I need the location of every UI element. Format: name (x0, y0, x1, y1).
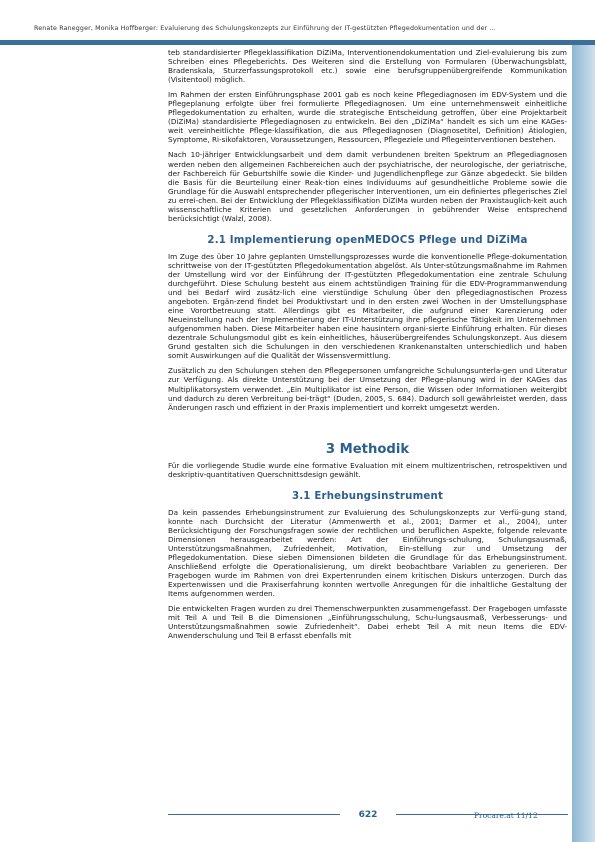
body-paragraph: Nach 10-jähriger Entwicklungsarbeit und dem damit verbundenen breiten Spektrum an Pflegediagnosen werden neben den allgemeinen Fachbereichen auch der psychiatrische, der neurologische, der geriatrische, der Fachbereich für Geburtshilfe sowie die Kinder- und Jugendlichenpflege zur Gänze abgedeckt. Sie bilden die Basis für die Beurteilung einer Reak-tion eines Individuums auf gesundheitliche Probleme sowie die Grundlage für die Auswahl entsprechender pflegerischer Interventionen, um ein definiertes pflegerisches Ziel zu errei-chen. Bei der Entwicklung der Pflegeklassifikation DiZiMa wurden neben der Praxistauglich-keit auch wissenschaftliche Kriterien und gesetzlichen Anforderungen in gebührender Weise entsprechend berücksichtigt (Walzl, 2008). (168, 150, 567, 223)
section-heading-3-1: 3.1 Erhebungsinstrument (291, 490, 444, 502)
journal-name: Procare.at 11/12 (474, 811, 538, 820)
page-sidebar-band (572, 45, 595, 842)
body-paragraph: Zusätzlich zu den Schulungen stehen den Pflegepersonen umfangreiche Schulungsunterla-gen und Literatur zur Verfügung. Als direkte Unterstützung bei der Umsetzung der Pflege-planung wird in der KAGes das Multiplikatorsystem verwendet. „Ein Multiplikator ist eine Person, die Wissen oder Informationen weitergibt und dadurch zu deren Verbreitung bei-trägt“ (Duden, 2005, S. 684). Dadurch soll gewährleistet werden, dass Änderungen rasch und effizient in der Praxis implementiert und korrekt umgesetzt werden. (168, 366, 567, 412)
section-heading-3: 3 Methodik (325, 441, 410, 457)
body-paragraph: Die entwickelten Fragen wurden zu drei Themenschwerpunkten zusammengefasst. Der Fragebogen umfasste mit Teil A und Teil B die Dimensionen „Einführungsschulung, Schu-lungsausmaß, Verbesserungs- und Unterstützungsmaßnahmen sowie Zufriedenheit“. Dabei erhebt Teil A mit neun Items die EDV-Anwenderschulung und Teil B erfasst ebenfalls mit (168, 604, 567, 641)
running-head-text: Renate Ranegger, Monika Hoffberger: Evaluierung des Schulungskonzepts zur Einführung der IT-gestützten Pflegedokumentation und der ... (34, 25, 496, 32)
running-header (0, 0, 595, 46)
article-body (168, 48, 567, 646)
header-rule (0, 40, 595, 45)
body-paragraph: Für die vorliegende Studie wurde eine formative Evaluation mit einem multizentrischen, retrospektiven und deskriptiv-quantitativen Querschnittsdesign gewählt. (168, 460, 567, 479)
body-paragraph: Da kein passendes Erhebungsinstrument zur Evaluierung des Schulungskonzepts zur Verfü-gung stand, konnte nach Durchsicht der Literatur (Ammenwerth et al., 2001; Darmer et al., 2004), unter Berücksichtigung der Forschungsfragen sowie der rechtlichen und beruflichen Aspekte, folgende relevante Dimensionen herausgearbeitet werden: Art der Einführungs-schulung, Schulungsausmaß, Unterstützungsmaßnahmen, Zufriedenheit, Motivation, Ein-stellung zur und Umsetzung der Pflegedokumentation. Diese sieben Dimensionen bildeten die Grundlage für das Erhebungsinstrument. Anschließend erfolgte die Operationalisierung, um direkt beobachtbare Variablen zu generieren. Der Fragebogen wurde im Rahmen von drei Expertenrunden einem kritischen Diskurs unterzogen. Durch das Expertenwissen und die Praxiserfahrung konnten wertvolle Anregungen für die inhaltliche Gestaltung der Items aufgenommen werden. (168, 507, 567, 599)
body-paragraph: teb standardisierter Pflegeklassifikation DiZiMa, Interventionendokumentation und Ziel-evaluierung bis zum Schreiben eines Pflegeberichts. Des Weiteren sind die Erstellung von Formularen (Überwachungsblatt, Bradenskala, Sturzerfassungsprotokoll etc.) sowie eine berufsgruppenübergreifende Kommunikation (Visitentool) möglich. (168, 48, 567, 85)
body-paragraph: Im Zuge des über 10 Jahre geplanten Umstellungsprozesses wurde die konventionelle Pflege-dokumentation schrittweise von der IT-gestützten Pflegedokumentation abgelöst. Als Unter-stützungsmaßnahme im Rahmen der Umstellung wird vor der Einführung der IT-gestützten Pflegedokumentation eine zentrale Schulung durchgeführt. Diese Schulung besteht aus einem achtstündigen Training für die EDV-Programmanwendung und bei Bedarf wird zusätz-lich eine vierstündige Schulung über den pflegediagnostischen Prozess angeboten. Ergän-zend findet bei Produktivstart und in den ersten zwei Wochen in der Umstellungsphase eine Vorortbetreuung statt. Allerdings gibt es Mitarbeiter, die aufgrund einer Karenzierung oder Neueinstellung nach der Implementierung der IT-Unterstützung ihre pflegerische Tätigkeit im Unternehmen aufgenommen haben. Diese Mitarbeiter haben eine hausintern organi-sierte Einführung erhalten. Für dieses dezentrale Schulungsmodul gibt es kein einheitliches, häuserübergreifendes Schulungskonzept. Aus diesem Grund gestalten sich die Schulungen in den verschiedenen Krankenanstalten unterschiedlich und haben somit Auswirkungen auf die Qualität der Wissensvermittlung. (168, 251, 567, 361)
page-number: 622 (340, 809, 396, 822)
body-paragraph: Im Rahmen der ersten Einführungsphase 2001 gab es noch keine Pflegediagnosen im EDV-System und die Pflegeplanung erfolgte über frei formulierte Pflegediagnosen. Um eine unternehmensweit einheitliche Pflegedokumentation zu erhalten, wurde die strategische Entscheidung getroffen, über eine Projektarbeit (DiZiMa) standardisierte Pflegediagnosen zu entwickeln. Bei den „DiZiMa“ handelt es sich um eine KAGes-weit vereinheitlichte Pflege-klassifikation, die aus Pflegediagnosen (Diagnosetitel, Definition) Ätiologien, Symptome, Ri-sikofaktoren, Voraussetzungen, Ressourcen, Pflegeziele und Pflegeinterventionen bestehen. (168, 90, 567, 145)
section-heading-2-1: 2.1 Implementierung openMEDOCS Pflege und DiZiMa (207, 234, 528, 246)
